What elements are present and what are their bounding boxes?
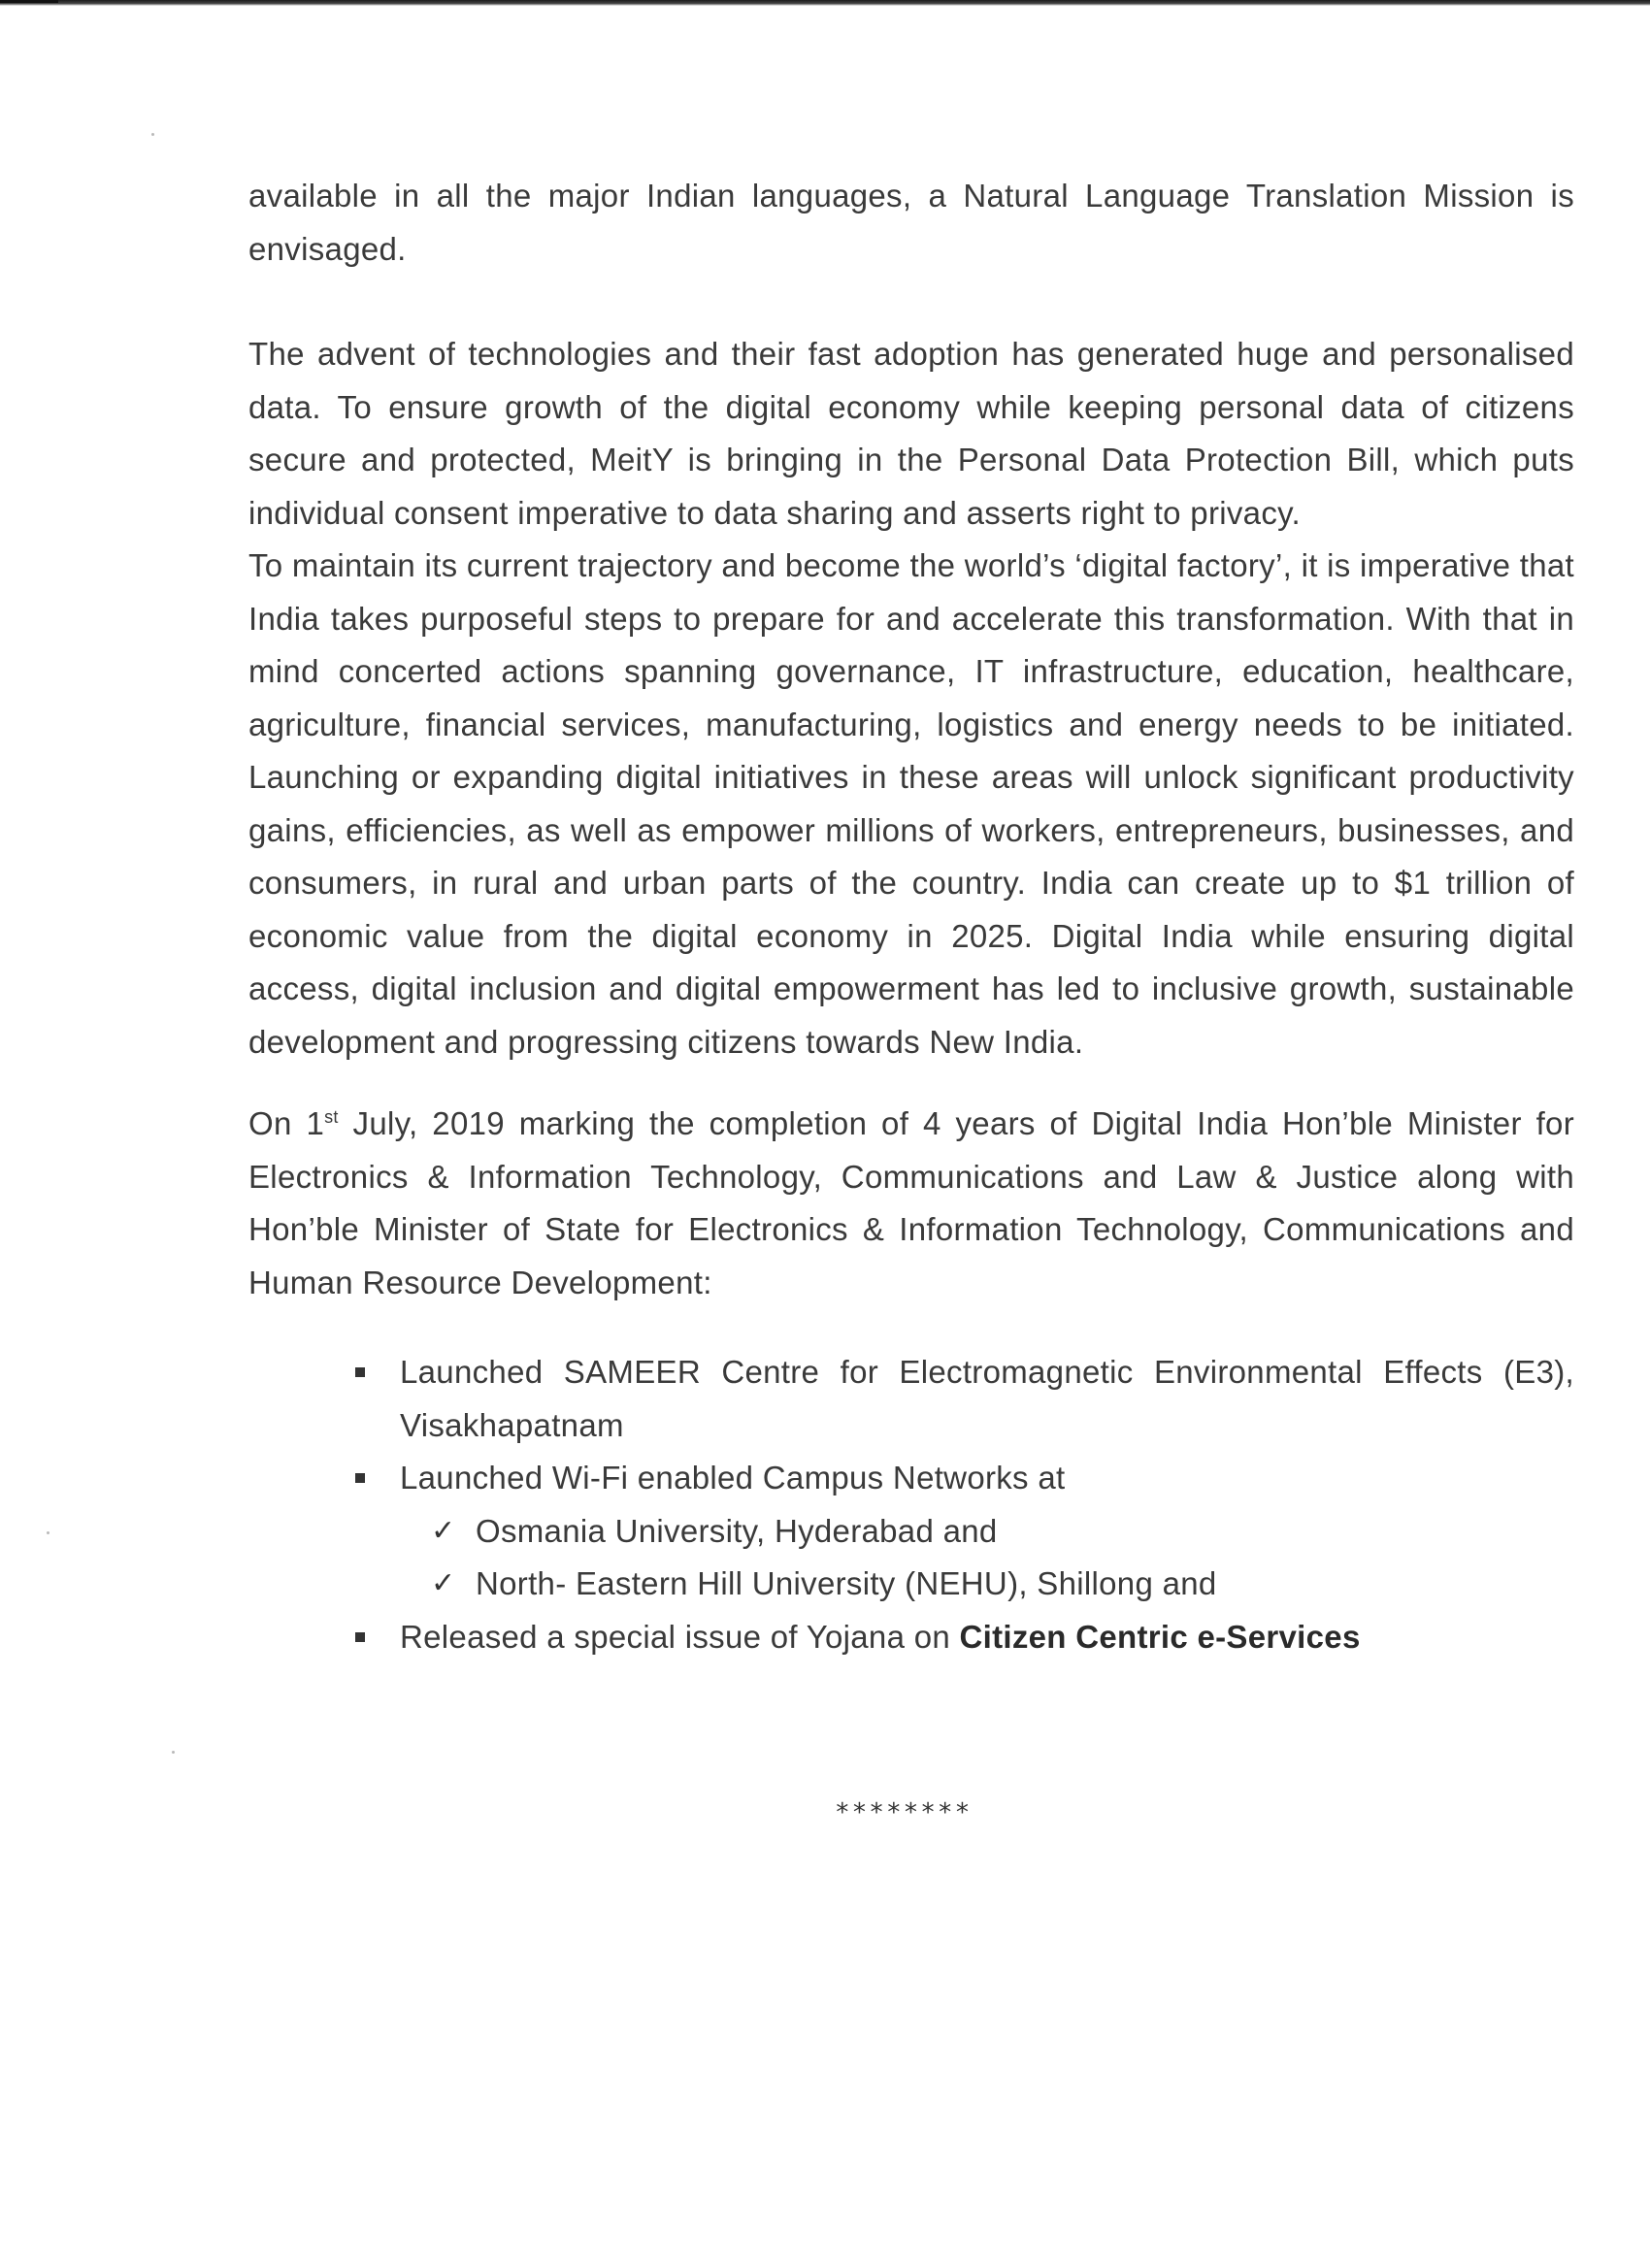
scan-speck <box>172 1751 175 1754</box>
paragraph-digital-india-anniversary <box>248 1098 1574 1309</box>
list-item <box>400 1452 1574 1611</box>
scan-top-edge <box>0 0 1650 6</box>
square-bullet-icon <box>355 1473 365 1483</box>
sublist-item-text: Osmania University, Hyderabad and <box>476 1512 998 1549</box>
sublist-item-text: North- Eastern Hill University (NEHU), Shillong and <box>476 1565 1217 1601</box>
square-bullet-icon <box>355 1632 365 1642</box>
ordinal-suffix: st <box>324 1107 339 1127</box>
square-bullet-icon <box>355 1367 365 1377</box>
paragraph-data-protection: The advent of technologies and their fast adoption has generated huge and personalised data. To ensure growth of the digital economy while keeping personal data of citizens secure and protected, MeitY is bringing in the Personal Data Protection Bill, which puts individual consent imperative to data sharing and asserts right to privacy. <box>248 336 1574 531</box>
paragraph-translation-mission: available in all the major Indian languages, a Natural Language Translation Mission is envisaged. <box>248 178 1574 267</box>
list-item-text: Released a special issue of Yojana on <box>400 1618 960 1655</box>
scan-top-edge-left <box>0 0 58 3</box>
list-item <box>400 1346 1574 1452</box>
sublist-item <box>431 1558 1574 1611</box>
paragraph-digital-factory: To maintain its current trajectory and become the world’s ‘digital factory’, it is imperative that India takes purposeful steps to prepare for and accelerate this transformation. With that in mind concerted actions spanning governance, IT infrastructure, education, healthcare, agriculture, financial services, manufacturing, logistics and energy needs to be initiated. Launching or expanding digital initiatives in these areas will unlock significant productivity gains, efficiencies, as well as empower millions of workers, entrepreneurs, businesses, and consumers, in rural and urban parts of the country. India can create up to $1 trillion of economic value from the digital economy in 2025. Digital India while ensuring digital access, digital inclusion and digital empowerment has led to inclusive growth, sustainable development and progressing citizens towards New India. <box>248 547 1574 1060</box>
yojana-issue-title: Citizen Centric e-Services <box>959 1618 1361 1655</box>
scan-speck <box>151 133 154 136</box>
list-item <box>400 1611 1574 1664</box>
checkmark-icon: ✓ <box>431 1513 456 1548</box>
launch-list <box>248 1346 1574 1663</box>
document-body <box>248 170 1574 1663</box>
anniversary-text: July, 2019 marking the completion of 4 years of Digital India Hon’ble Minister for Electronics & Information Technology, Communications and Law & Justice along with Hon’ble Minister of State for Electronics & Information Technology, Communications and Human Resource Development: <box>248 1105 1574 1300</box>
checkmark-icon: ✓ <box>431 1566 456 1600</box>
list-item-text: Launched SAMEER Centre for Electromagnetic Environmental Effects (E3), Visakhapatnam <box>400 1354 1574 1443</box>
scan-speck <box>47 1531 50 1534</box>
anniversary-prefix: On 1 <box>248 1105 325 1141</box>
end-of-document-marker: ******** <box>835 1798 973 1827</box>
campus-sublist <box>400 1505 1574 1611</box>
list-item-text: Launched Wi-Fi enabled Campus Networks at <box>400 1460 1066 1496</box>
sublist-item <box>431 1505 1574 1559</box>
